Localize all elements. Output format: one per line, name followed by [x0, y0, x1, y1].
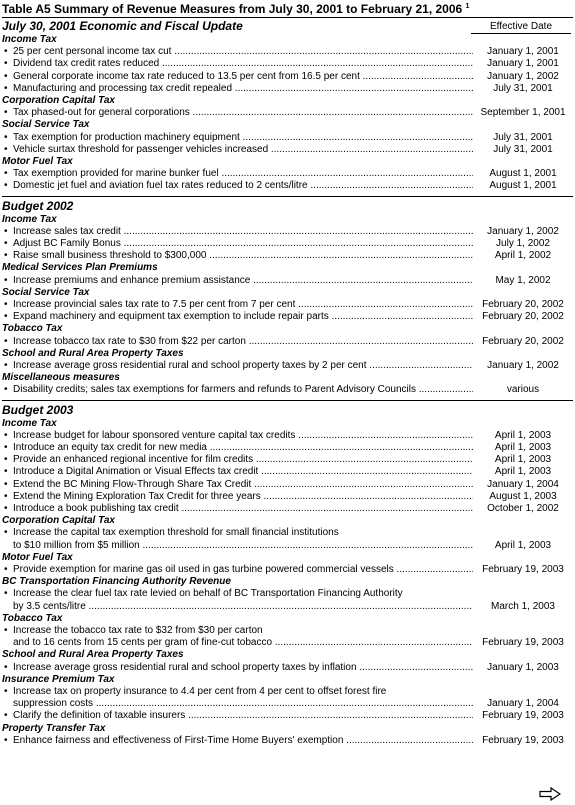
- measure-line: Tax exemption provided for marine bunker fuel .....: [13, 168, 473, 180]
- measure-row: [2, 360, 573, 372]
- effective-date: February 20, 2002: [482, 335, 564, 347]
- measure-description: [13, 442, 473, 454]
- measure-description: [13, 710, 473, 722]
- measure-row: [2, 238, 573, 250]
- measure-line: Increase budget for labour sponsored venture capital tax credits .....: [13, 430, 473, 442]
- bullet: •: [4, 107, 8, 119]
- measure-line: Introduce an equity tax credit for new media .....: [13, 442, 473, 454]
- effective-date: February 19, 2003: [482, 734, 564, 746]
- measure-row: [2, 588, 573, 612]
- bullet: •: [4, 588, 8, 600]
- measure-description: [13, 336, 473, 348]
- measure-line: Clarify the definition of taxable insurers .....: [13, 710, 473, 722]
- measure-line: Increase the clear fuel tax rate levied on behalf of BC Transportation Financing Authority: [13, 588, 403, 600]
- measure-description: [13, 250, 473, 262]
- bullet: •: [4, 563, 8, 575]
- measure-row: [2, 384, 573, 396]
- effective-date: February 20, 2002: [482, 298, 564, 310]
- bullet: •: [4, 237, 8, 249]
- measure-row: [2, 107, 573, 119]
- measure-line: Raise small business threshold to $300,000 .....: [13, 250, 473, 262]
- measure-line: Dividend tax credit rates reduced .....: [13, 58, 473, 70]
- bullet: •: [4, 46, 8, 58]
- bullet: •: [4, 335, 8, 347]
- measure-description: [13, 564, 473, 576]
- effective-date: February 19, 2003: [482, 637, 564, 649]
- measure-row: [2, 168, 573, 180]
- measure-line: Manufacturing and processing tax credit repealed .....: [13, 83, 473, 95]
- measure-line: Adjust BC Family Bonus .....: [13, 238, 473, 250]
- measure-line: Increase the tobacco tax rate to $32 from $30 per carton: [13, 624, 263, 636]
- measure-description: [13, 625, 473, 649]
- effective-date: various: [506, 384, 540, 396]
- measure-row: [2, 625, 573, 649]
- measure-row: [2, 442, 573, 454]
- measure-description: [13, 46, 473, 58]
- category-heading: Income Tax: [2, 34, 57, 45]
- category-heading: School and Rural Area Property Taxes: [2, 649, 184, 661]
- measure-description: [13, 71, 473, 83]
- measure-line: to $10 million from $5 million .....: [13, 540, 473, 552]
- measure-description: [13, 180, 473, 192]
- measure-row: [2, 311, 573, 323]
- bullet: •: [4, 225, 8, 237]
- measure-description: [13, 238, 473, 250]
- measure-line: General corporate income tax rate reduced to 13.5 per cent from 16.5 per cent .....: [13, 71, 473, 83]
- section-heading: [2, 198, 573, 214]
- measure-line: Extend the Mining Exploration Tax Credit for three years .....: [13, 491, 473, 503]
- category-heading: Social Service Tax: [2, 119, 90, 131]
- table-body: [2, 18, 573, 747]
- measure-row: [2, 430, 573, 442]
- measure-row: [2, 71, 573, 83]
- category-heading: Corporation Capital Tax: [2, 95, 115, 106]
- measure-row: [2, 226, 573, 238]
- section-heading-text: July 30, 2001 Economic and Fiscal Update: [2, 19, 243, 33]
- effective-date: April 1, 2003: [494, 441, 552, 453]
- measure-description: [13, 58, 473, 70]
- measure-description: [13, 466, 473, 478]
- measure-line: Expand machinery and equipment tax exemption to include repair parts .....: [13, 311, 473, 323]
- effective-date: April 1, 2003: [494, 454, 552, 466]
- measure-row: [2, 180, 573, 192]
- measure-line: Domestic jet fuel and aviation fuel tax rates reduced to 2 cents/litre .....: [13, 180, 473, 192]
- measure-description: [13, 384, 473, 396]
- measure-description: [13, 686, 473, 710]
- bullet: •: [4, 429, 8, 441]
- effective-date: April 1, 2003: [494, 539, 552, 551]
- measure-line: by 3.5 cents/litre .....: [13, 601, 473, 613]
- effective-date: July 31, 2001: [493, 143, 553, 155]
- bullet: •: [4, 624, 8, 636]
- measure-line: Increase average gross residential rural and school property taxes by inflation .....: [13, 662, 473, 674]
- measure-row: [2, 564, 573, 576]
- effective-date: February 19, 2003: [482, 710, 564, 722]
- section-heading-text: Budget 2002: [2, 198, 74, 213]
- effective-date-header: Effective Date: [471, 20, 571, 34]
- bullet: •: [4, 250, 8, 262]
- effective-date: August 1, 2001: [489, 168, 557, 180]
- bullet: •: [4, 298, 8, 310]
- measure-description: [13, 311, 473, 323]
- measure-line: Enhance fairness and effectiveness of First-Time Home Buyers' exemption .....: [13, 735, 473, 747]
- section-heading: [2, 402, 573, 418]
- effective-date: January 1, 2001: [487, 46, 559, 58]
- effective-date: July 31, 2001: [493, 131, 553, 143]
- measure-row: [2, 710, 573, 722]
- measure-row: [2, 299, 573, 311]
- measure-row: [2, 479, 573, 491]
- measure-row: [2, 686, 573, 710]
- effective-date: April 1, 2002: [494, 250, 552, 262]
- effective-date: April 1, 2003: [494, 466, 552, 478]
- measure-description: [13, 454, 473, 466]
- category-heading: Tobacco Tax: [2, 612, 63, 624]
- measure-description: [13, 503, 473, 515]
- measure-row: [2, 503, 573, 515]
- bullet: •: [4, 70, 8, 82]
- measure-description: [13, 662, 473, 674]
- bullet: •: [4, 168, 8, 180]
- bullet: •: [4, 131, 8, 143]
- bullet: •: [4, 180, 8, 192]
- measure-line: Disability credits; sales tax exemptions for farmers and refunds to Parent Advisory Councils .....: [13, 384, 473, 396]
- measure-description: [13, 226, 473, 238]
- measure-row: [2, 336, 573, 348]
- measure-line: Introduce a book publishing tax credit .....: [13, 503, 473, 515]
- measure-line: and to 16 cents from 15 cents per gram of fine-cut tobacco .....: [13, 637, 473, 649]
- measure-line: Increase tax on property insurance to 4.4 per cent from 4 per cent to offset forest fire: [13, 685, 387, 697]
- effective-date: July 31, 2001: [493, 82, 553, 94]
- bullet: •: [4, 359, 8, 371]
- right-arrow-icon[interactable]: [539, 787, 561, 801]
- bullet: •: [4, 58, 8, 70]
- effective-date: July 1, 2002: [496, 237, 550, 249]
- category-heading: Social Service Tax: [2, 286, 90, 298]
- measure-description: [13, 360, 473, 372]
- bullet: •: [4, 311, 8, 323]
- measure-line: Increase the capital tax exemption threshold for small financial institutions: [13, 527, 339, 539]
- category-heading: Income Tax: [2, 417, 57, 429]
- measure-description: [13, 430, 473, 442]
- category-heading: Motor Fuel Tax: [2, 551, 73, 563]
- measure-description: [13, 168, 473, 180]
- measure-line: Tax phased-out for general corporations .....: [13, 107, 473, 119]
- bullet: •: [4, 466, 8, 478]
- measure-description: [13, 107, 473, 119]
- bullet: •: [4, 274, 8, 286]
- category-heading: Motor Fuel Tax: [2, 155, 73, 167]
- effective-date: August 1, 2001: [489, 180, 557, 192]
- measure-line: Increase premiums and enhance premium assistance .....: [13, 275, 473, 287]
- measure-row: [2, 46, 573, 58]
- measure-line: Introduce a Digital Animation or Visual Effects tax credit .....: [13, 466, 473, 478]
- measure-description: [13, 299, 473, 311]
- measure-row: [2, 250, 573, 262]
- measure-row: [2, 527, 573, 551]
- measure-description: [13, 83, 473, 95]
- effective-date: January 1, 2002: [487, 225, 559, 237]
- bullet: •: [4, 710, 8, 722]
- section-heading: [2, 18, 573, 34]
- category-heading: Income Tax: [2, 213, 57, 225]
- section-heading-text: Budget 2003: [2, 402, 74, 417]
- bullet: •: [4, 685, 8, 697]
- measure-description: [13, 275, 473, 287]
- effective-date: January 1, 2002: [487, 359, 559, 371]
- measure-description: [13, 527, 473, 551]
- measure-line: Increase sales tax credit .....: [13, 226, 473, 238]
- section-divider: [2, 196, 573, 197]
- effective-date: January 1, 2004: [487, 698, 559, 710]
- measure-line: Provide an enhanced regional incentive for film credits .....: [13, 454, 473, 466]
- bullet: •: [4, 502, 8, 514]
- measure-row: [2, 466, 573, 478]
- measure-line: Extend the BC Mining Flow-Through Share Tax Credit .....: [13, 479, 473, 491]
- measure-row: [2, 735, 573, 747]
- bullet: •: [4, 478, 8, 490]
- effective-date: January 1, 2002: [487, 70, 559, 82]
- category-heading: School and Rural Area Property Taxes: [2, 347, 184, 359]
- measure-row: [2, 275, 573, 287]
- measure-description: [13, 132, 473, 144]
- effective-date: August 1, 2003: [489, 490, 557, 502]
- measure-row: [2, 132, 573, 144]
- measure-description: [13, 144, 473, 156]
- measure-line: Provide exemption for marine gas oil used in gas turbine powered commercial vessels .....: [13, 564, 473, 576]
- measure-row: [2, 58, 573, 70]
- bullet: •: [4, 82, 8, 94]
- title-footnote-marker: 1: [465, 3, 470, 10]
- section-divider: [2, 400, 573, 401]
- bullet: •: [4, 527, 8, 539]
- effective-date: September 1, 2001: [480, 107, 566, 119]
- measure-line: 25 per cent personal income tax cut .....: [13, 46, 473, 58]
- bullet: •: [4, 734, 8, 746]
- category-heading: Property Transfer Tax: [2, 722, 106, 734]
- category-heading: Tobacco Tax: [2, 323, 63, 335]
- bullet: •: [4, 454, 8, 466]
- category-heading: Insurance Premium Tax: [2, 673, 115, 685]
- effective-date: October 1, 2002: [487, 502, 559, 514]
- measure-line: Increase average gross residential rural and school property taxes by 2 per cent .....: [13, 360, 473, 372]
- category-heading: Medical Services Plan Premiums: [2, 262, 158, 274]
- effective-date: April 1, 2003: [494, 429, 552, 441]
- effective-date: March 1, 2003: [491, 600, 555, 612]
- measure-row: [2, 662, 573, 674]
- category-heading: BC Transportation Financing Authority Revenue: [2, 576, 231, 588]
- effective-date: February 20, 2002: [482, 311, 564, 323]
- effective-date: January 1, 2001: [487, 58, 559, 70]
- measure-line: Tax exemption for production machinery equipment .....: [13, 132, 473, 144]
- bullet: •: [4, 441, 8, 453]
- measure-description: [13, 735, 473, 747]
- table-title-text: Table A5 Summary of Revenue Measures from July 30, 2001 to February 21, 2006: [2, 2, 463, 16]
- measure-line: Increase provincial sales tax rate to 7.5 per cent from 7 per cent .....: [13, 299, 473, 311]
- bullet: •: [4, 384, 8, 396]
- bullet: •: [4, 490, 8, 502]
- measure-row: [2, 144, 573, 156]
- category-heading: Miscellaneous measures: [2, 372, 120, 384]
- effective-date: January 1, 2003: [487, 661, 559, 673]
- measure-description: [13, 491, 473, 503]
- measure-description: [13, 479, 473, 491]
- effective-date: February 19, 2003: [482, 563, 564, 575]
- measure-row: [2, 454, 573, 466]
- measure-line: Increase tobacco tax rate to $30 from $22 per carton .....: [13, 336, 473, 348]
- category-heading: Corporation Capital Tax: [2, 515, 115, 527]
- bullet: •: [4, 143, 8, 155]
- measure-row: [2, 83, 573, 95]
- measure-line: suppression costs .....: [13, 698, 473, 710]
- table-title: [2, 2, 573, 16]
- measure-row: [2, 491, 573, 503]
- effective-date: January 1, 2004: [487, 478, 559, 490]
- measure-line: Vehicle surtax threshold for passenger vehicles increased .....: [13, 144, 473, 156]
- bullet: •: [4, 661, 8, 673]
- effective-date: May 1, 2002: [495, 274, 551, 286]
- measure-description: [13, 588, 473, 612]
